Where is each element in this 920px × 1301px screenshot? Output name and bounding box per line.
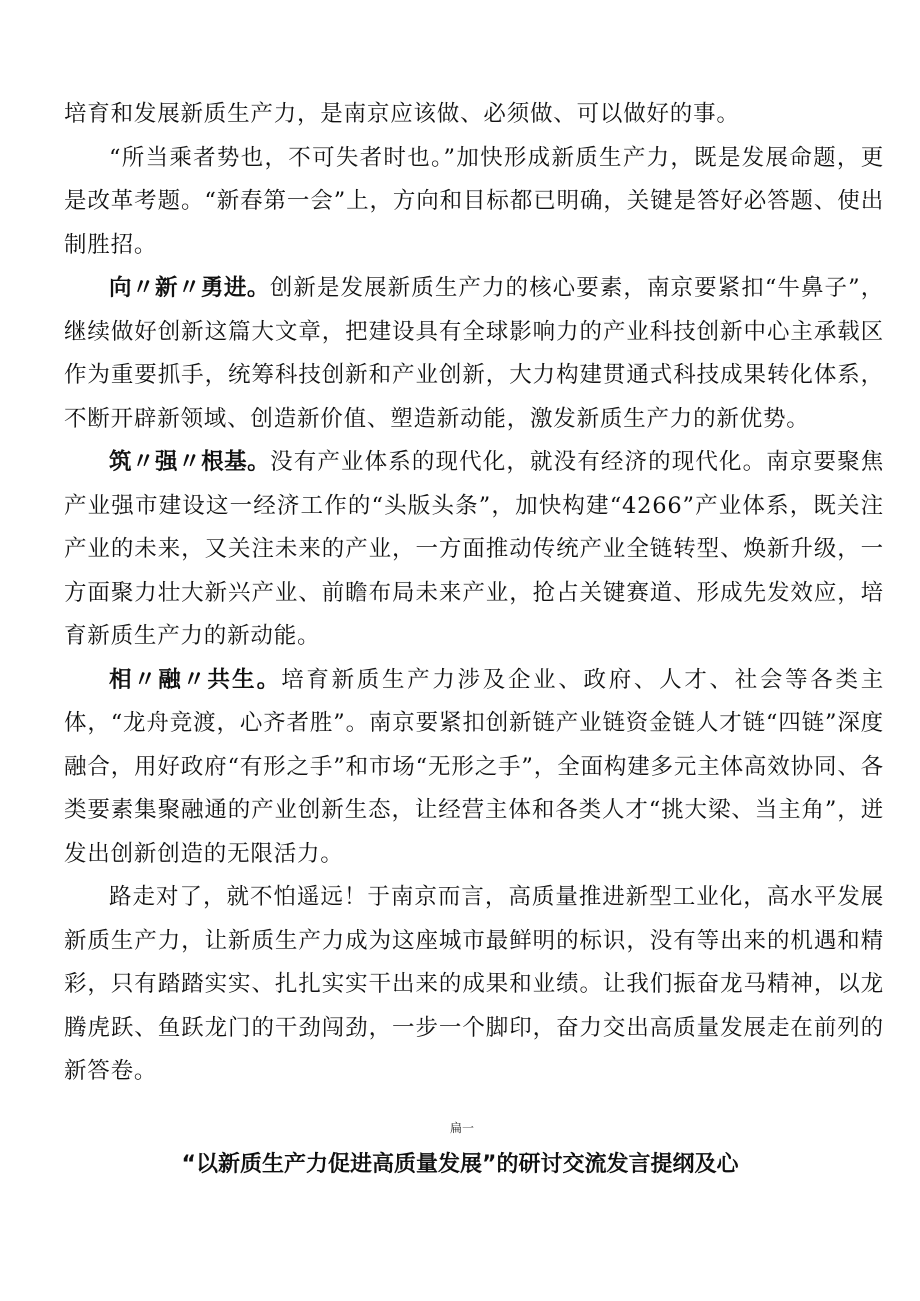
paragraph-text: 创新是发展新质生产力的核心要素，南京要紧扣“牛鼻子”，继续做好创新这篇大文章，把建设具有全球影响力的产业科技创新中心主承载区作为重要抓手，统筹科技创新和产业创新，大力构建贯通式科技成果转化体系，不断开辟新领域、创造新价值、塑造新动能，激发新质生产力的新优势。 <box>64 275 884 432</box>
paragraph-industry-foundation <box>64 441 884 659</box>
paragraph-text: 路走对了，就不怕遥远！于南京而言，高质量推进新型工业化，高水平发展新质生产力，让新质生产力成为这座城市最鲜明的标识，没有等出来的机遇和精彩，只有踏踏实实、扎扎实实干出来的成果和业绩。让我们振奋龙马精神，以龙腾虎跃、鱼跃龙门的干劲闯劲，一步一个脚印，奋力交出高质量发展走在前列的新答卷。 <box>64 884 884 1084</box>
paragraph-text: 培育和发展新质生产力，是南京应该做、必须做、可以做好的事。 <box>64 101 740 127</box>
section-label: 扁一 <box>449 1121 474 1135</box>
paragraph-heading: 相〃融〃共生。 <box>109 666 282 693</box>
paragraph-1 <box>64 93 884 137</box>
paragraph-text: “所当乘者势也，不可失者时也。”加快形成新质生产力，既是发展命题，更是改革考题。“新春第一会”上，方向和目标都已明确，关键是答好必答题、使出制胜招。 <box>64 144 884 258</box>
paragraph-2 <box>64 137 884 268</box>
paragraph-text: 培育新质生产力涉及企业、政府、人才、社会等各类主体，“龙舟竞渡，心齐者胜”。南京要紧扣创新链产业链资金链人才链“四链”深度融合，用好政府“有形之手”和市场“无形之手”，全面构建多元主体高效协同、各类要素集聚融通的产业创新生态，让经营主体和各类人才“挑大梁、当主角”，迸发出创新创造的无限活力。 <box>64 666 885 867</box>
paragraph-text: 没有产业体系的现代化，就没有经济的现代化。南京要聚焦产业强市建设这一经济工作的“头版头条”，加快构建“4266”产业体系，既关注产业的未来，又关注未来的产业，一方面推动传统产业全链转型、焕新升级，一方面聚力壮大新兴产业、前瞻布局未来产业，抢占关键赛道、形成先发效应，培育新质生产力的新动能。 <box>64 449 884 649</box>
paragraph-heading: 向〃新〃勇进。 <box>109 275 270 301</box>
paragraph-integration <box>64 659 884 877</box>
next-article-title: “以新质生产力促进高质量发展”的研讨交流发言提纲及心 <box>181 1152 739 1177</box>
paragraph-innovation <box>64 267 884 441</box>
article-body <box>64 93 884 1094</box>
paragraph-heading: 筑〃强〃根基。 <box>109 449 271 475</box>
paragraph-conclusion <box>64 876 884 1094</box>
